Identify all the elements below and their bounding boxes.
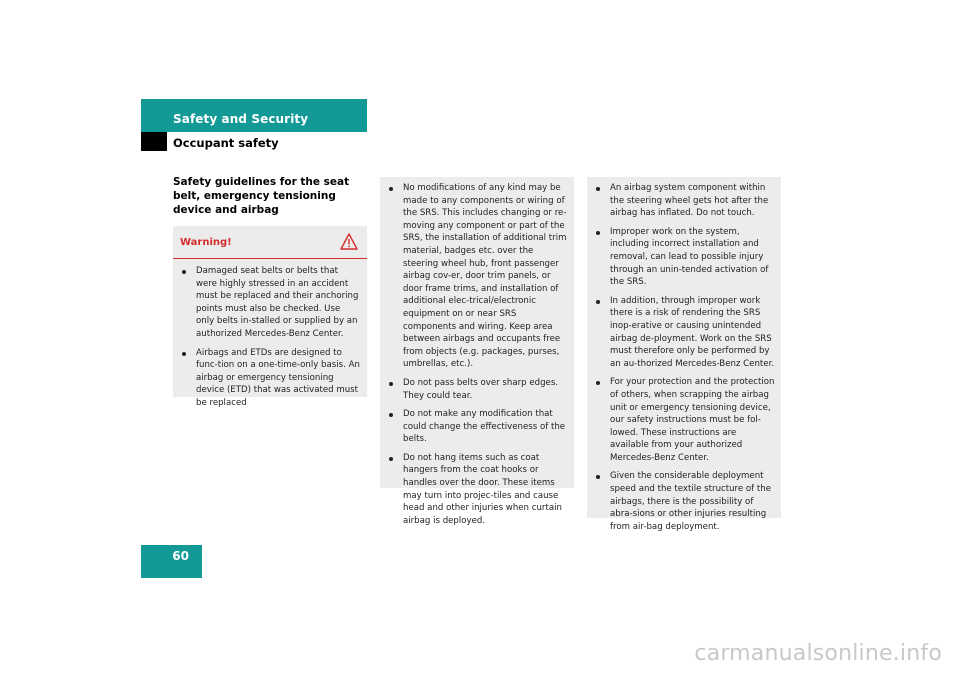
- bullet-icon: [389, 457, 393, 461]
- safety-guidelines-heading: Safety guidelines for the seat belt, emergency tensioning device and airbag: [173, 176, 350, 216]
- watermark: carmanualsonline.info: [694, 641, 942, 666]
- bullet-icon: [596, 475, 600, 479]
- chapter-title: Safety and Security: [173, 112, 309, 126]
- bullet-icon: [182, 270, 186, 274]
- warning-triangle-icon: [340, 233, 358, 250]
- warning-box: [173, 226, 367, 408]
- warning-continued-box-2: [380, 177, 574, 526]
- bullet-icon: [182, 352, 186, 356]
- list-item: Improper work on the system, including incorrect installation and removal, can lead to possible injury through an unin-tended activation of the SRS.: [587, 226, 781, 289]
- list-item: Given the considerable deployment speed and the textile structure of the airbags, there is the possibility of abra-sions or other injuries resulting from air-bag deployment.: [587, 470, 781, 533]
- bullet-icon: [596, 381, 600, 385]
- list-item: For your protection and the protection of others, when scrapping the airbag unit or emergency tensioning device, our safety instructions must be fol-lowed. These instructions are available from your authorized Mercedes-Benz Center.: [587, 376, 781, 464]
- list-item: Do not make any modification that could change the effectiveness of the belts.: [380, 408, 574, 446]
- list-item: An airbag system component within the steering wheel gets hot after the airbag has inflated. Do not touch.: [587, 182, 781, 220]
- warning-continued-box-3: [587, 177, 781, 532]
- list-item: Airbags and ETDs are designed to func-tion on a one-time-only basis. An airbag or emergency tensioning device (ETD) that was activated must be replaced: [173, 347, 367, 410]
- bullet-icon: [596, 300, 600, 304]
- page-number: 60: [172, 549, 189, 563]
- warning-list-continued: [587, 177, 781, 533]
- warning-header: [173, 226, 367, 259]
- section-marker: [141, 132, 167, 151]
- list-item: In addition, through improper work there is a risk of rendering the SRS inop-erative or causing unintended airbag de-ployment. Work on the SRS must therefore only be performed by an au-thorized Mercedes-Benz Center.: [587, 295, 781, 371]
- list-item: Do not hang items such as coat hangers from the coat hooks or handles over the door. These items may turn into projec-tiles and cause head and other injuries when curtain airbag is deployed.: [380, 452, 574, 528]
- list-item: Damaged seat belts or belts that were highly stressed in an accident must be replaced and their anchoring points must also be checked. Use only belts in-stalled or supplied by an authorized Mercedes-Benz Center.: [173, 265, 367, 341]
- warning-label: Warning!: [180, 237, 232, 248]
- bullet-icon: [389, 187, 393, 191]
- warning-list-continued: [380, 177, 574, 527]
- bullet-icon: [389, 382, 393, 386]
- section-title: Occupant safety: [173, 136, 279, 150]
- page-number-box: [141, 545, 202, 578]
- list-item: No modifications of any kind may be made to any components or wiring of the SRS. This includes changing or re-moving any component or part of the SRS, the installation of additional trim material, badges etc. over the steering wheel hub, front passenger airbag cov-er, door trim panels, or door frame trims, and installation of additional elec-trical/electronic equipment on or near SRS components and wiring. Keep area between airbags and occupants free from objects (e.g. packages, purses, umbrellas, etc.).: [380, 182, 574, 371]
- bullet-icon: [389, 413, 393, 417]
- warning-list: [173, 259, 367, 410]
- bullet-icon: [596, 187, 600, 191]
- list-item: Do not pass belts over sharp edges. They could tear.: [380, 377, 574, 402]
- bullet-icon: [596, 231, 600, 235]
